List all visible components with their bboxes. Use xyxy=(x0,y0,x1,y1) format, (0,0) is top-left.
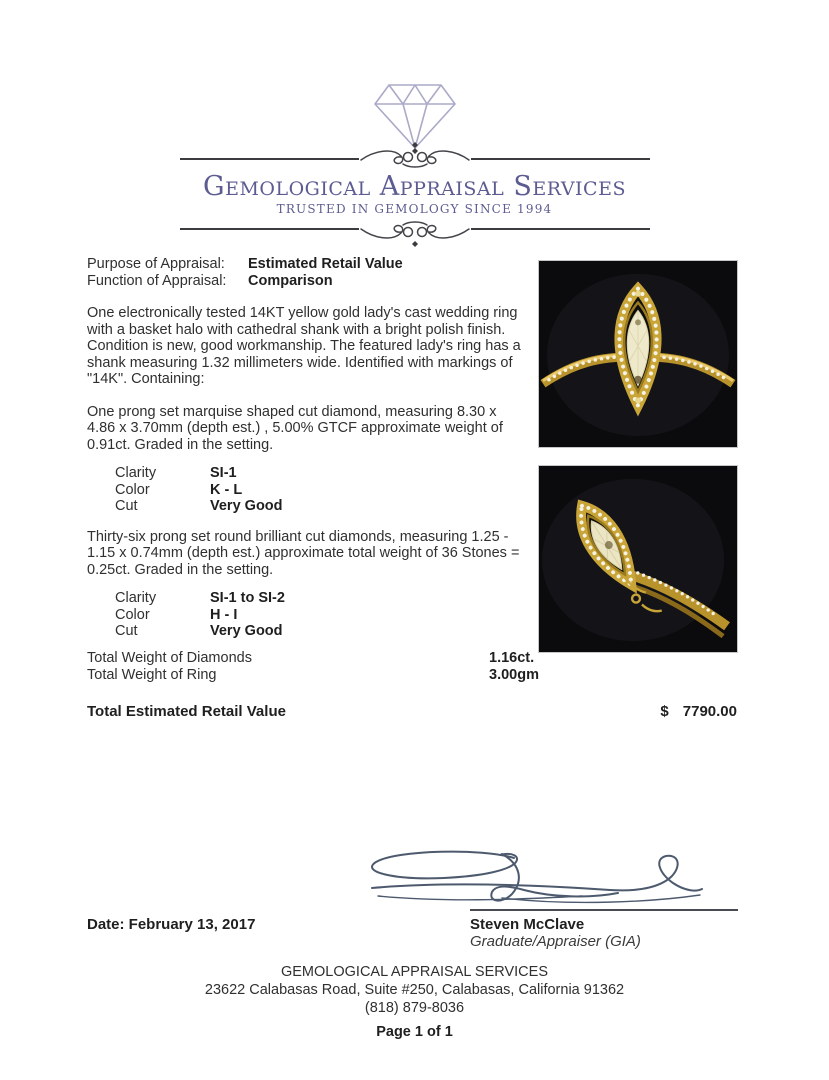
rule-line xyxy=(180,228,359,230)
purpose-label: Purpose of Appraisal: xyxy=(87,256,225,272)
diamond-weight-row xyxy=(87,650,557,667)
cut-row xyxy=(87,623,527,640)
company-title: Gemological Appraisal Services xyxy=(203,171,626,202)
stone2-grades xyxy=(87,590,527,640)
color-row xyxy=(87,482,527,499)
cut-label: Cut xyxy=(115,498,138,514)
diamond-weight-label: Total Weight of Diamonds xyxy=(87,650,252,666)
clarity-label: Clarity xyxy=(115,590,157,606)
diamond-logo-icon xyxy=(363,80,467,150)
clarity-value: SI-1 xyxy=(210,465,237,481)
retail-value-amount: 7790.00 xyxy=(682,703,737,720)
cut-label: Cut xyxy=(115,623,138,639)
footer xyxy=(0,963,829,1041)
handwritten-signature xyxy=(352,846,704,914)
rule-line xyxy=(180,158,359,160)
page-number: Page 1 of 1 xyxy=(376,1024,453,1040)
color-value: K - L xyxy=(210,481,243,498)
scrollwork-flourish-icon xyxy=(359,221,471,251)
ring-weight-label: Total Weight of Ring xyxy=(87,666,217,683)
stone1-grades xyxy=(87,465,527,515)
appraisal-date: Date: February 13, 2017 xyxy=(87,916,256,933)
cut-value: Very Good xyxy=(210,623,283,639)
stone2-description: Thirty-six prong set round brilliant cut diamonds, measuring 1.25 - 1.15 x 0.74mm (depth est.) approximate total weight of 36 Stones = 0.25ct. Graded in the setting. xyxy=(87,528,520,578)
ring-weight-value: 3.00gm xyxy=(489,666,539,683)
function-row xyxy=(87,273,527,290)
rule-line xyxy=(471,228,650,230)
scrollwork-flourish-icon xyxy=(359,146,471,172)
appraiser-name: Steven McClave xyxy=(470,916,585,933)
stone1-description: One prong set marquise shaped cut diamond, measuring 8.30 x 4.86 x 3.70mm (depth est.) , 5.00% GTCF approximate weight of 0.91ct. Graded in the setting. xyxy=(87,403,503,453)
retail-value-label: Total Estimated Retail Value xyxy=(87,703,286,720)
currency-symbol: $ xyxy=(660,703,669,720)
color-label: Color xyxy=(115,481,150,498)
clarity-row xyxy=(87,590,527,607)
masthead xyxy=(180,80,650,239)
appraisal-body xyxy=(87,256,527,640)
clarity-row xyxy=(87,465,527,482)
function-value: Comparison xyxy=(248,272,333,289)
purpose-value: Estimated Retail Value xyxy=(248,256,403,272)
purpose-row xyxy=(87,256,527,273)
ring-side-view-photo xyxy=(538,465,738,653)
cut-value: Very Good xyxy=(210,498,283,514)
function-label: Function of Appraisal: xyxy=(87,272,227,289)
color-label: Color xyxy=(115,606,150,623)
cut-row xyxy=(87,498,527,515)
weight-totals xyxy=(87,650,557,683)
ring-front-view-illustration xyxy=(539,261,737,447)
retail-value-row xyxy=(87,703,737,720)
color-value: H - I xyxy=(210,606,238,623)
footer-company: GEMOLOGICAL APPRAISAL SERVICES xyxy=(280,964,548,980)
color-row xyxy=(87,607,527,624)
ring-weight-row xyxy=(87,667,557,684)
top-rule xyxy=(180,146,650,172)
ring-description: One electronically tested 14KT yellow gold lady's cast wedding ring with a basket halo with cathedral shank with a bright polish finish. Condition is new, good workmanship. The featured lady's ring has a shank measuring 1.32 millimeters wide. Identified with markings of "14K". Containing: xyxy=(87,305,521,387)
diamond-weight-value: 1.16ct. xyxy=(489,650,535,666)
appraiser-title: Graduate/Appraiser (GIA) xyxy=(470,933,641,950)
clarity-label: Clarity xyxy=(115,465,157,481)
footer-phone: (818) 879-8036 xyxy=(364,1000,465,1016)
signature-rule xyxy=(470,909,738,911)
company-tagline: TRUSTED IN GEMOLOGY SINCE 1994 xyxy=(276,202,553,216)
clarity-value: SI-1 to SI-2 xyxy=(210,590,285,606)
ring-side-view-illustration xyxy=(539,466,737,652)
rule-line xyxy=(471,158,650,160)
ring-front-view-photo xyxy=(538,260,738,448)
bottom-rule xyxy=(180,219,650,239)
footer-address: 23622 Calabasas Road, Suite #250, Calabasas, California 91362 xyxy=(204,982,625,998)
